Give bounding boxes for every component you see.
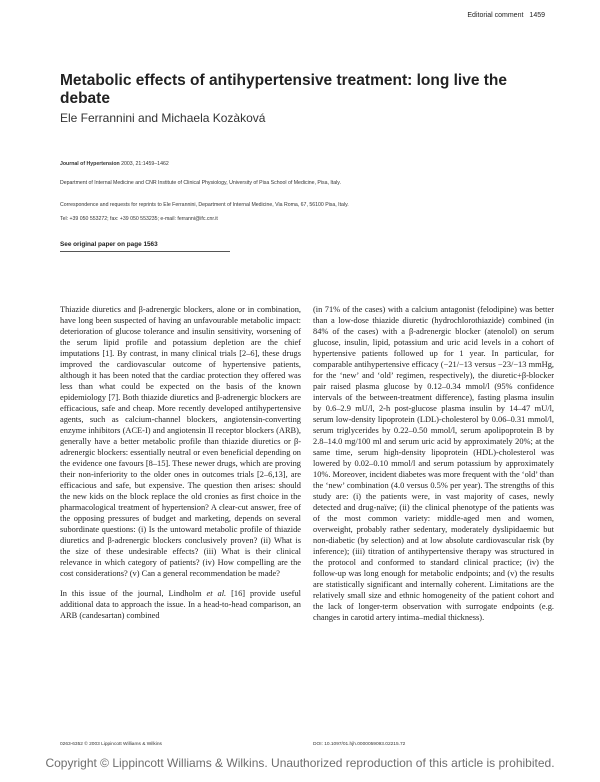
divider xyxy=(60,251,230,252)
paragraph: In this issue of the journal, Lindholm et al. [16] provide useful additional data to approach the issue. In a head-to-head comparison, an ARB (candesartan) combined xyxy=(60,589,301,620)
affiliation: Department of Internal Medicine and CNR Institute of Clinical Physiology, University of Pisa School of Medicine, Pisa, Italy. xyxy=(60,180,341,186)
journal-citation xyxy=(60,161,360,168)
article-title: Metabolic effects of antihypertensive treatment: long live the debate xyxy=(60,72,508,107)
correspondence: Correspondence and requests for reprints to Ele Ferrannini, Department of Internal Medicine, Via Roma, 67, 56100 Pisa, Italy. xyxy=(60,202,349,208)
article-authors: Ele Ferrannini and Michaela Kozàková xyxy=(60,111,266,125)
running-header xyxy=(467,12,545,19)
section-label: Editorial comment xyxy=(467,12,524,19)
paragraph: (in 71% of the cases) with a calcium antagonist (felodipine) was better than a low-dose thiazide diuretic (hydrochlorothiazide) combined (in 84% of the cases) with a β-adrenergic blocker (atenolol) on serum glucose, insulin, lipid, potassium and uric acid levels in a cohort of hypertensive patients followed up for 1 year. In particular, for comparable antihypertensive efficacy (−21/−13 versus −23/−13 mmHg, for the ‘new’ and ‘old’ regimen, respectively), the diuretic+β-blocker pair raised plasma glucose by 0.12–0.34 mmol/l (95% confidence intervals of the between-treatment difference), fasting plasma insulin by 0.6–2.9 mU/l, 2-h post-glucose plasma insulin by 14–47 mU/l, serum low-density lipoprotein (LDL)-cholesterol by 0.06–0.31 mmol/l, serum triglycerides by 0.22–0.50 mmol/l, serum apolipoprotein B by 2.8–14.0 mg/100 ml and serum uric acid by approximately 20%; at the same time, serum high-density lipoprotein (HDL)-cholesterol was lowered by 0.02–0.10 mmol/l and serum potassium by approximately 10%. Moreover, incident diabetes was more frequent with the ‘old’ than the ‘new’ combination (4.0 versus 0.5% per year). The strengths of this study are: (i) the patients were, in vast majority of cases, newly detected and drug-naïve; (ii) the clinical phenotype of the patients was of the most common variety: middle-aged men and women, overweight, probably rather sedentary, moderately dyslipidaemic but non-diabetic (by selection) and at low absolute cardiovascular risk (by inference); (iii) titration of antihypertensive therapy was structured in the protocol and conformed to standard clinical practice; (iv) the follow-up was long enough for metabolic endpoints; and (v) the results are statistically significant and internally coherent. Limitations are the relatively small size and ethnic homogeneity of the patient cohort and the lack of longer-term observation with surrogate endpoints (e.g. changes in carotid artery intima–medial thickness). xyxy=(313,305,554,622)
doi-footer: DOI: 10.1097/01.hjh.0000059093.02215.72 xyxy=(313,742,406,747)
issn-footer: 0263-6352 © 2003 Lippincott Williams & Wilkins xyxy=(60,742,162,747)
body-column-left xyxy=(60,304,301,621)
contact-info: Tel: +39 050 553272; fax: +39 050 553235; e-mail: ferranni@ifc.cnr.it xyxy=(60,216,218,222)
page-number: 1459 xyxy=(529,12,545,19)
see-original-paper-link[interactable]: See original paper on page 1563 xyxy=(60,241,158,248)
journal-volume-pages: 2003, 21:1459–1462 xyxy=(121,161,169,167)
copyright-notice: Copyright © Lippincott Williams & Wilkins. Unauthorized reproduction of this article is prohibited. xyxy=(45,756,555,770)
paragraph: Thiazide diuretics and β-adrenergic blockers, alone or in combination, have long been suspected of having an unfavourable metabolic impact: deterioration of glucose tolerance and insulin sensitivity, worsening of the serum lipid profile and potassium depletion are the chief imputations [1]. By contrast, in many clinical trials [2–6], these drugs improved the cardiovascular outcome of hypertensive patients, although it has been noted that the cardiac protection they offered was less than what could be expected on the basis of the known epidemiology [7]. Both thiazide diuretics and β-adrenergic blockers are efficacious, safe and cheap. More recently developed antihypertensive agents, such as calcium-channel blockers, angiotensin-converting enzyme inhibitors (ACE-I) and angiotensin II receptor blockers (ARB), generally have a better metabolic profile than thiazide diuretics or β-adrenergic blockers: essentially neutral or even beneficial depending on the evidence one favours [8–15]. These newer drugs, which are proving their non-inferiority to the older ones in outcomes trials [2–6,13], are efficacious and safe, but expensive. The question then arises: should the new kids on the block replace the old cronies as first choice in the pharmacological treatment of hypertension? A clear-cut answer, free of the opposing pressures of budget and marketing, depends on several subordinate questions: (i) Is the untoward metabolic profile of thiazide diuretics and β-adrenergic blockers conclusively proven? (ii) What is the size of these undesirable effects? (iii) What is their clinical relevance in which category of patients? (iv) How compelling are the cost considerations? (v) Can a general recommendation be made? xyxy=(60,305,301,578)
journal-name: Journal of Hypertension xyxy=(60,161,120,167)
body-column-right xyxy=(313,304,554,623)
